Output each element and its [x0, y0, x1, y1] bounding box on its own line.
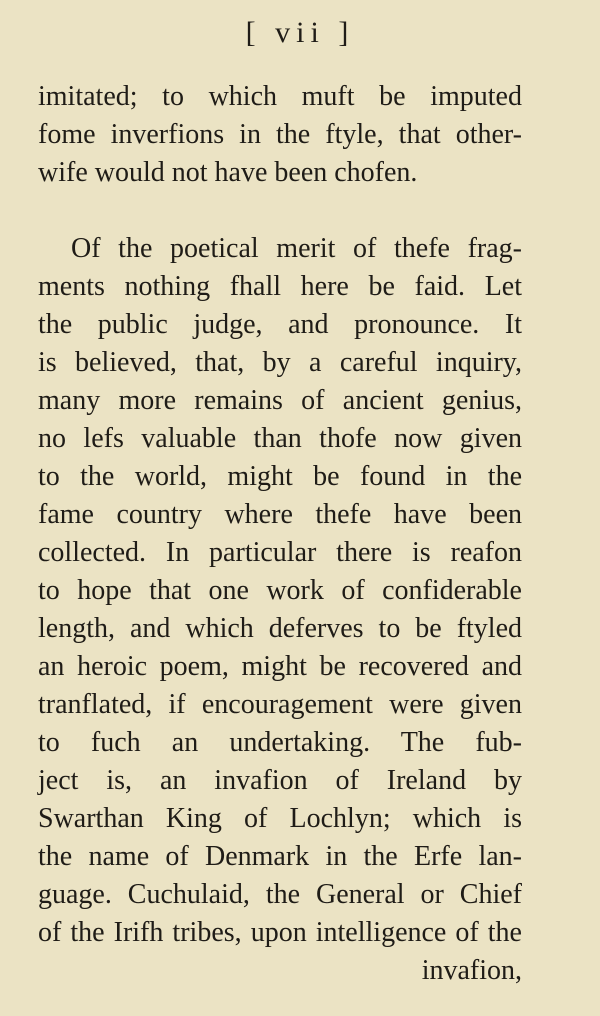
text-line: Of the poetical merit of thefe frag-	[71, 233, 522, 264]
text-line: tranflated, if encouragement were given	[38, 689, 522, 720]
text-line: of the Irifh tribes, upon intelligence of the	[38, 917, 522, 948]
text-line: wife would not have been chofen.	[38, 157, 418, 188]
text-line: to hope that one work of confiderable	[38, 575, 522, 606]
text-line: collected. In particular there is reafon	[38, 537, 522, 568]
text-line: ject is, an invafion of Ireland by	[38, 765, 522, 796]
text-line: Swarthan King of Lochlyn; which is	[38, 803, 522, 834]
text-line: guage. Cuchulaid, the General or Chief	[38, 879, 522, 910]
text-line: imitated; to which muft be imputed	[38, 81, 522, 112]
text-line: the public judge, and pronounce. It	[38, 309, 522, 340]
paragraph-2	[38, 230, 522, 990]
text-line: no lefs valuable than thofe now given	[38, 423, 522, 454]
text-line: an heroic poem, might be recovered and	[38, 651, 522, 682]
text-line: is believed, that, by a careful inquiry,	[38, 347, 522, 378]
text-line: to fuch an undertaking. The fub-	[38, 727, 522, 758]
page-number: [ vii ]	[245, 16, 355, 49]
text-line: the name of Denmark in the Erfe lan-	[38, 841, 522, 872]
text-line: length, and which deferves to be ftyled	[38, 613, 522, 644]
text-line: fome inverfions in the ftyle, that other-	[38, 119, 522, 150]
paragraph-1	[38, 78, 522, 192]
text-line: ments nothing fhall here be faid. Let	[38, 271, 522, 302]
text-line: fame country where thefe have been	[38, 499, 522, 530]
text-line: to the world, might be found in the	[38, 461, 522, 492]
text-line: many more remains of ancient genius,	[38, 385, 522, 416]
catchword: invafion,	[421, 955, 522, 986]
